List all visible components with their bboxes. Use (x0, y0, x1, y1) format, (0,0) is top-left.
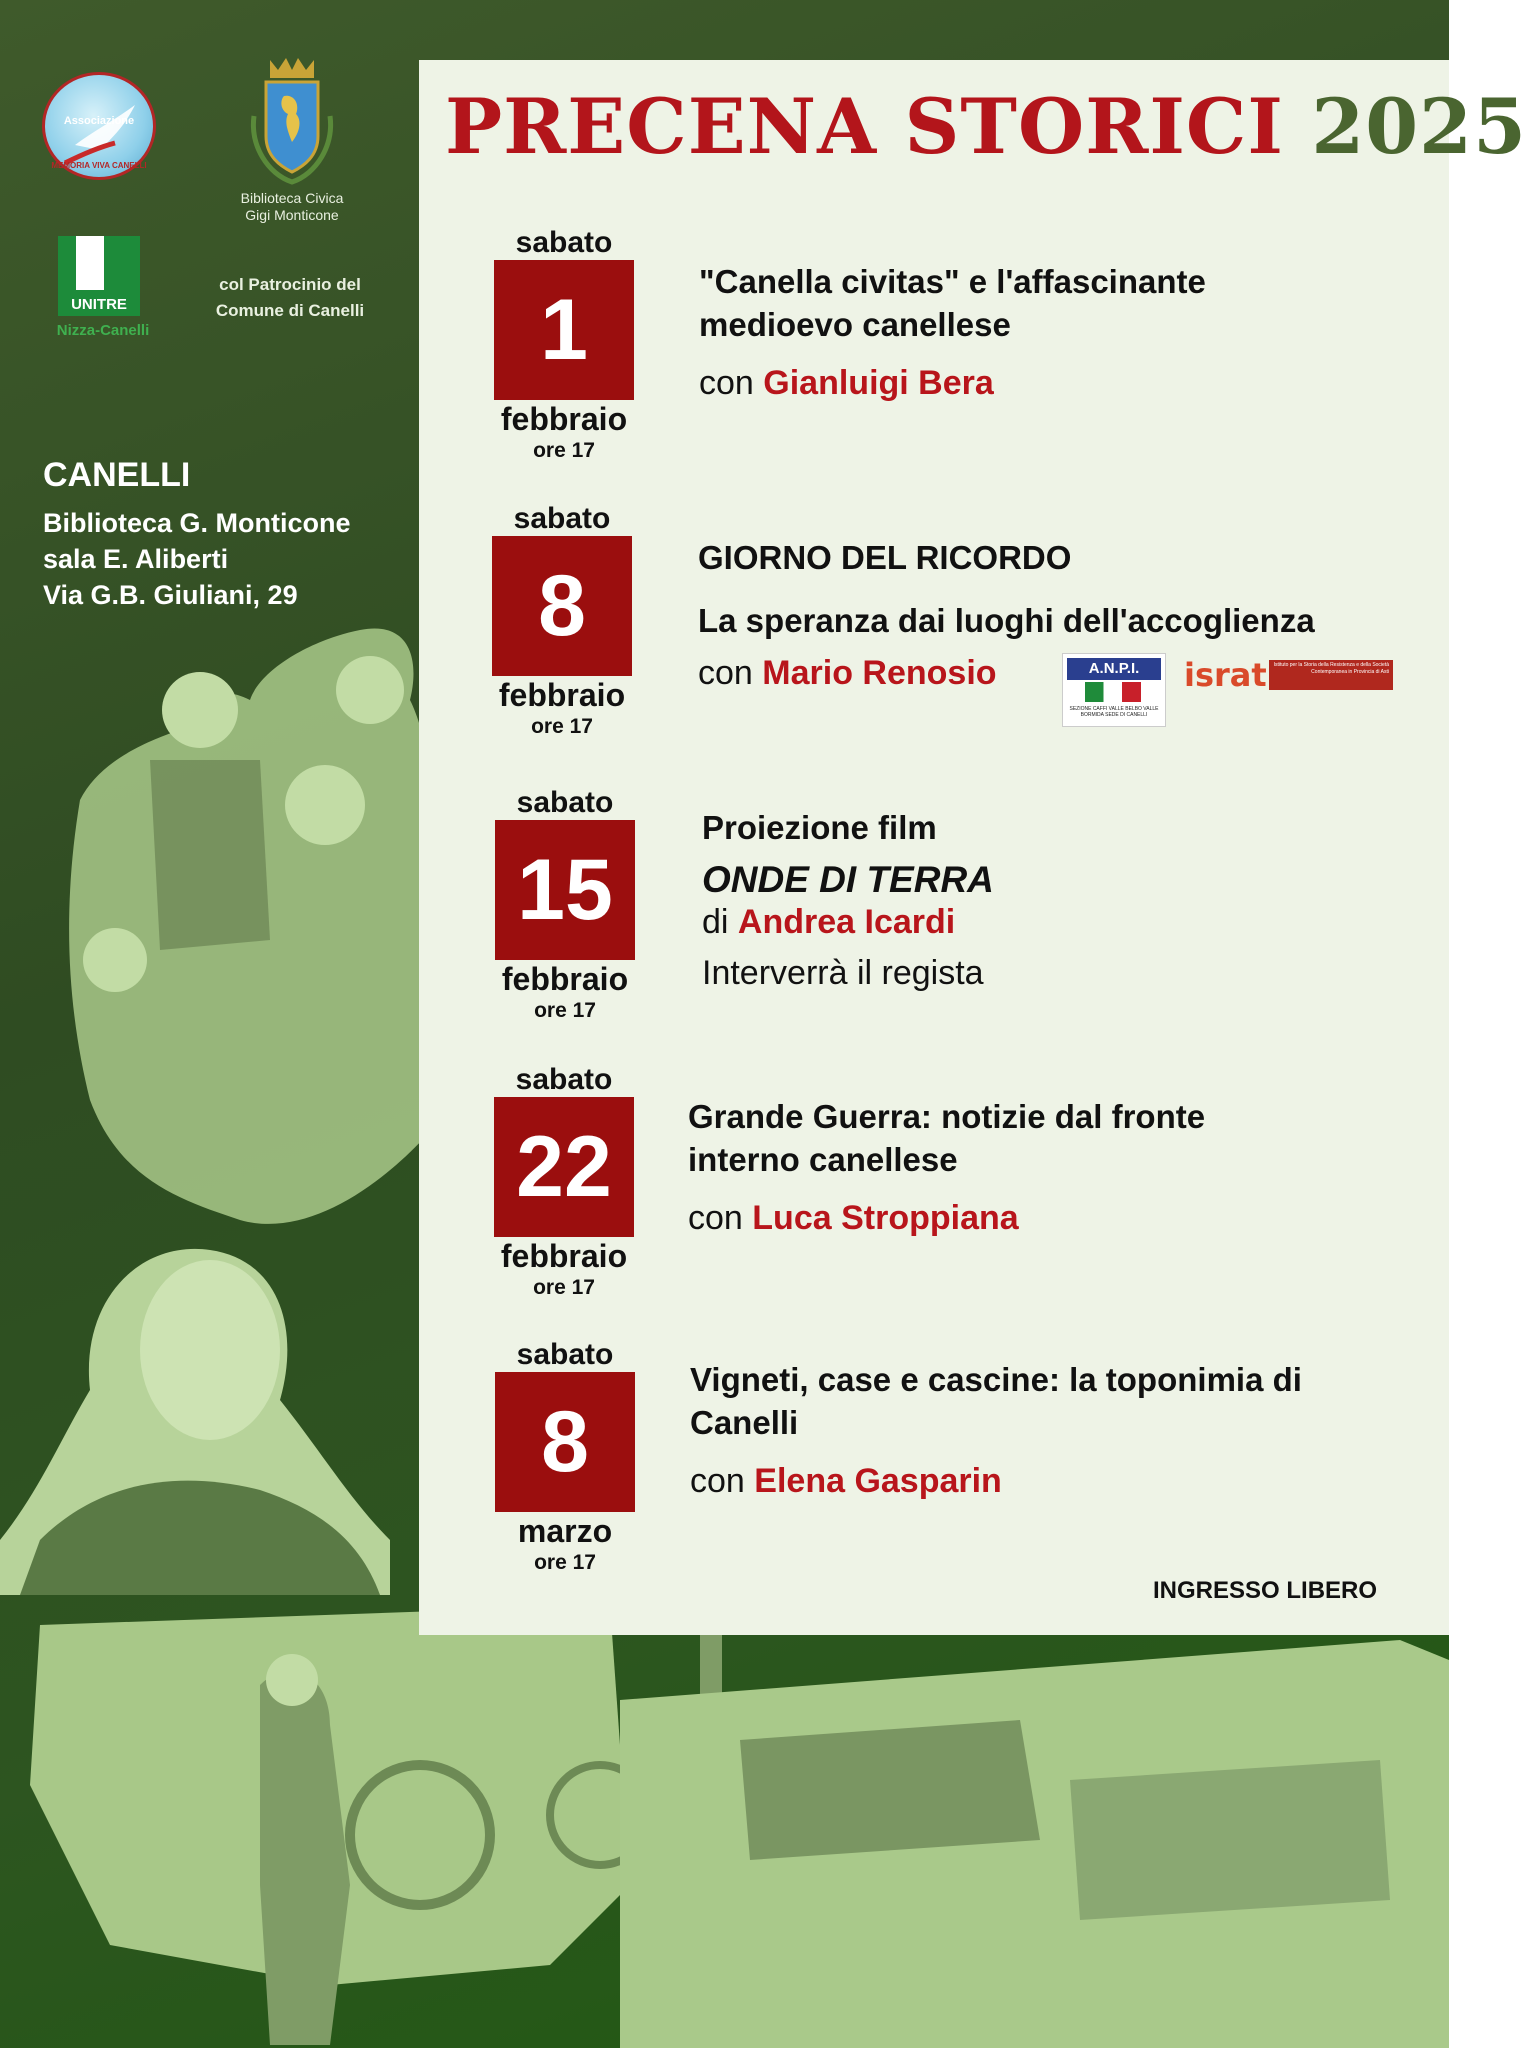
anpi-logo-caption: SEZIONE CAFFI VALLE BELBO VALLE BORMIDA SEDE DI CANELLI (1069, 706, 1159, 718)
event-speaker-prefix: con (688, 1199, 743, 1237)
anpi-logo-name: A.N.P.I. (1067, 658, 1161, 680)
event-film-title: ONDE DI TERRA (702, 859, 994, 900)
unitre-logo (44, 236, 162, 340)
event-speaker-line (699, 364, 1206, 403)
event-1-details (699, 260, 1206, 403)
event-title-line2: interno canellese (688, 1141, 958, 1178)
title-year: 2025 (1311, 82, 1527, 171)
free-entry-notice: INGRESSO LIBERO (1153, 1577, 1378, 1604)
event-title-line1: Grande Guerra: notizie dal fronte (688, 1098, 1206, 1135)
event-month: febbraio (501, 961, 629, 997)
association-logo-line1: Associazione (63, 115, 135, 127)
event-weekday: sabato (515, 1063, 613, 1096)
event-day: 8 (495, 1372, 635, 1512)
event-day: 22 (494, 1097, 634, 1237)
event-speaker: Andrea Icardi (737, 903, 956, 941)
event-time: ore 17 (531, 715, 593, 738)
venue-city: CANELLI (43, 456, 191, 494)
event-speaker: Elena Gasparin (754, 1462, 1002, 1500)
library-label-line1: Biblioteca Civica (240, 190, 344, 206)
event-3-date (475, 786, 655, 1024)
wagon-photo (30, 1585, 650, 2048)
unitre-logo-sub: Nizza-Canelli (56, 322, 150, 339)
page-title (445, 82, 1527, 171)
event-time: ore 17 (534, 1551, 596, 1574)
event-time: ore 17 (533, 1276, 595, 1299)
library-label-line2: Gigi Monticone (245, 207, 339, 223)
event-weekday: sabato (515, 226, 613, 259)
venue-line3: Via G.B. Giuliani, 29 (43, 580, 298, 610)
israt-logo-word: israt (1184, 656, 1267, 694)
event-month: febbraio (498, 677, 626, 713)
event-speaker: Gianluigi Bera (763, 364, 994, 402)
israt-logo-caption: Istituto per la Storia della Resistenza e della Società Contemporanea in Provincia di Asti (1269, 660, 1393, 690)
event-speaker: Mario Renosio (762, 654, 997, 692)
event-title-line2: La speranza dai luoghi dell'accoglienza (698, 602, 1315, 639)
event-speaker-line (702, 903, 994, 942)
event-4-details (688, 1095, 1205, 1238)
patronage-text (190, 272, 390, 324)
event-title-line1: Proiezione film (702, 809, 937, 846)
event-5-date (475, 1338, 655, 1576)
event-2-date (472, 502, 652, 740)
unitre-logo-word: UNITRE (58, 296, 140, 313)
event-day: 15 (495, 820, 635, 960)
event-4-date (474, 1063, 654, 1301)
event-title-line1: "Canella civitas" e l'affascinante (699, 263, 1206, 300)
event-title-line2: medioevo canellese (699, 306, 1011, 343)
israt-logo (1184, 656, 1394, 692)
event-5-details (690, 1358, 1302, 1501)
event-day: 8 (492, 536, 632, 676)
event-day: 1 (494, 260, 634, 400)
anpi-logo (1062, 653, 1166, 727)
event-month: febbraio (500, 401, 628, 437)
event-title-line2: Canelli (690, 1404, 799, 1441)
library-label (232, 190, 352, 224)
historic-photo-group (60, 620, 480, 1240)
event-speaker: Luca Stroppiana (752, 1199, 1019, 1237)
event-weekday: sabato (513, 502, 611, 535)
event-weekday: sabato (516, 786, 614, 819)
association-logo (42, 72, 156, 180)
priest-portrait (0, 1240, 390, 1595)
venue-line1: Biblioteca G. Monticone (43, 508, 351, 538)
event-speaker-prefix: con (690, 1462, 745, 1500)
event-speaker-prefix: con (698, 654, 753, 692)
event-note: Interverrà il regista (702, 954, 984, 992)
patronage-line2: Comune di Canelli (215, 301, 365, 320)
event-speaker-prefix: di (702, 903, 729, 941)
event-month: febbraio (500, 1238, 628, 1274)
event-month: marzo (517, 1513, 613, 1549)
venue-address (43, 456, 351, 613)
event-speaker-prefix: con (699, 364, 754, 402)
event-title-line1: GIORNO DEL RICORDO (698, 539, 1072, 576)
venue-line2: sala E. Aliberti (43, 544, 229, 574)
event-1-date (474, 226, 654, 464)
title-text: PRECENA STORICI (445, 82, 1284, 171)
event-title-line1: Vigneti, case e cascine: la toponimia di (690, 1361, 1302, 1398)
event-weekday: sabato (516, 1338, 614, 1371)
event-speaker-line (690, 1462, 1302, 1501)
event-time: ore 17 (534, 999, 596, 1022)
patronage-line1: col Patrocinio del (219, 275, 361, 294)
italian-flag-icon (1085, 682, 1141, 702)
library-crest-icon (244, 56, 340, 186)
event-time: ore 17 (533, 439, 595, 462)
event-3-details (702, 806, 994, 993)
association-logo-line2: MEMORIA VIVA CANELLI (51, 161, 147, 170)
event-speaker-line (688, 1199, 1205, 1238)
